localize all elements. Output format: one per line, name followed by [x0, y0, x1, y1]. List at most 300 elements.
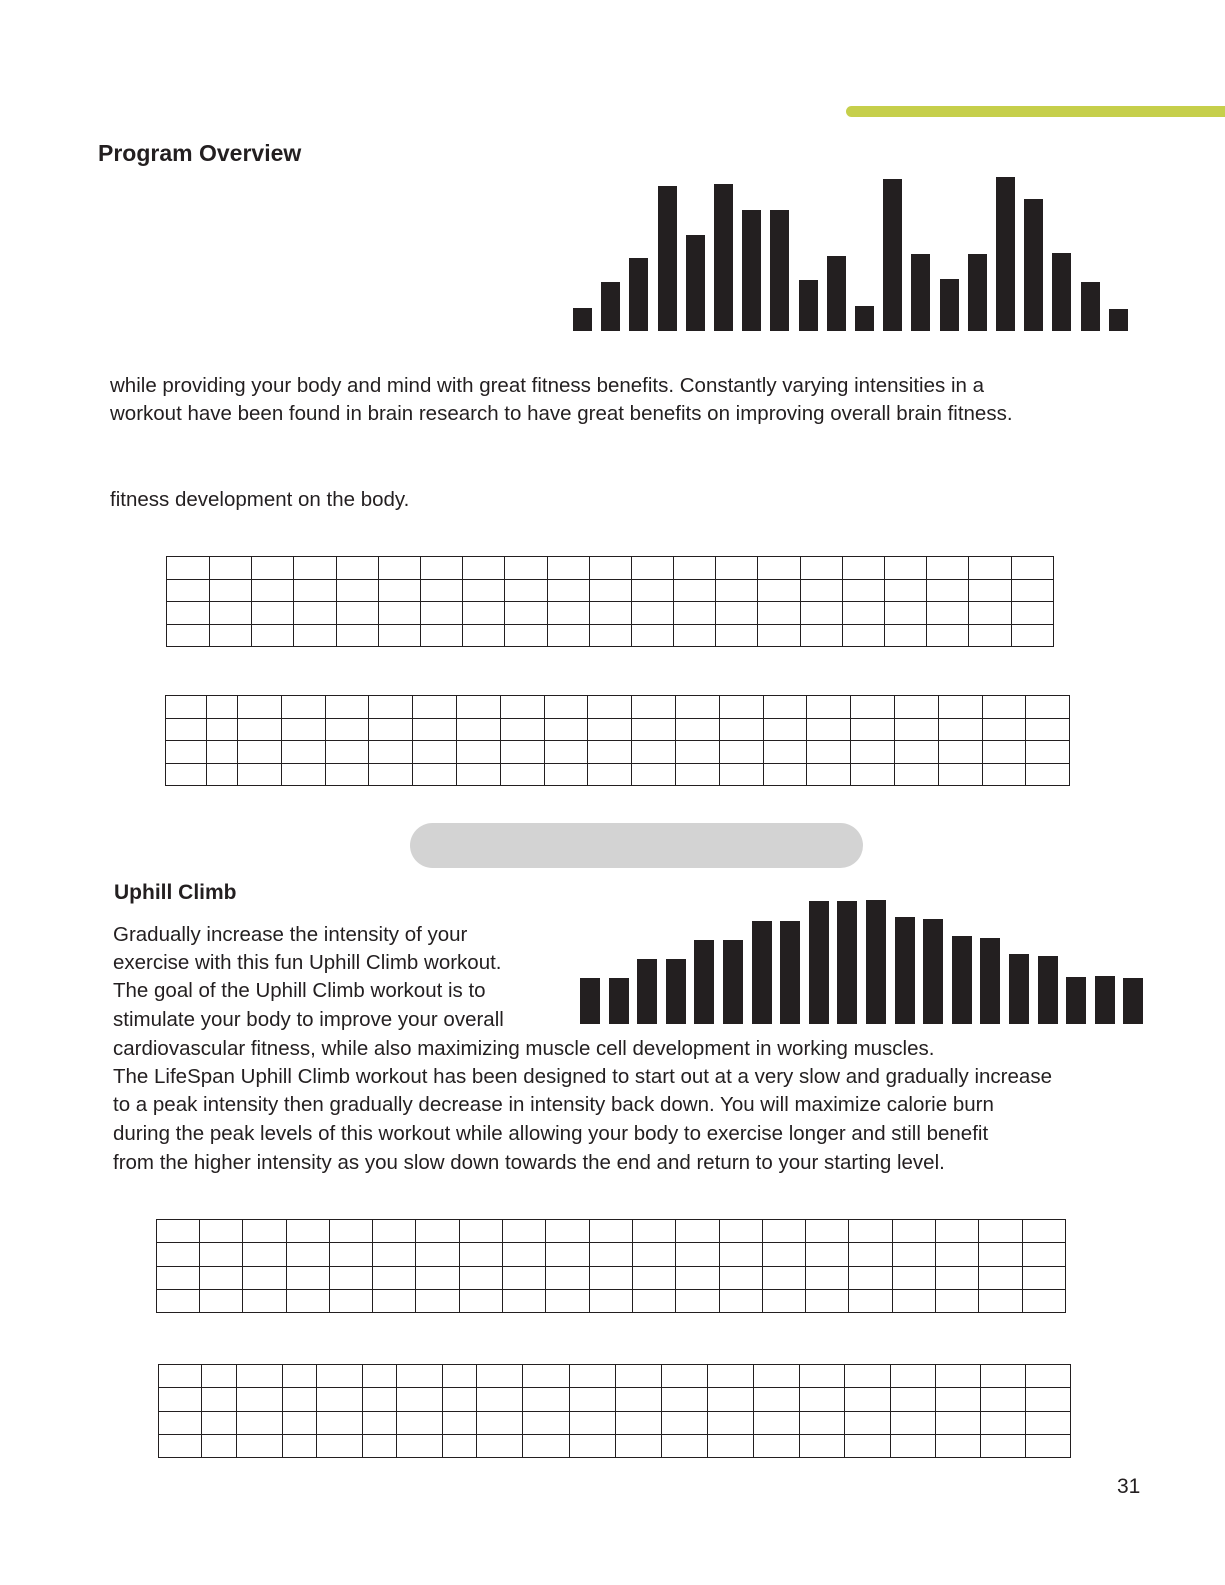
bar-15 — [968, 254, 987, 331]
table-row — [159, 1411, 1071, 1434]
table-cell — [456, 696, 500, 719]
table-cell — [589, 1289, 632, 1312]
table-cell — [363, 1388, 397, 1411]
table-cell — [159, 1434, 202, 1457]
paragraph-line: stimulate your body to improve your overall — [113, 1008, 504, 1031]
table-cell — [200, 1243, 243, 1266]
table-cell — [708, 1411, 754, 1434]
table-cell — [936, 1434, 981, 1457]
table-cell — [286, 1266, 329, 1289]
table-row — [167, 557, 1054, 580]
table-cell — [589, 1220, 632, 1243]
table-row — [159, 1434, 1071, 1457]
table-cell — [675, 741, 719, 764]
table-cell — [325, 718, 369, 741]
table-cell — [938, 763, 982, 786]
table-cell — [632, 1243, 675, 1266]
table-cell — [157, 1243, 200, 1266]
table-cell — [763, 696, 807, 719]
paragraph-line: fitness development on the body. — [110, 488, 410, 511]
table-cell — [166, 741, 207, 764]
table-cell — [500, 696, 544, 719]
table-cell — [503, 1266, 546, 1289]
table-cell — [378, 602, 420, 625]
table-row — [157, 1289, 1066, 1312]
table-cell — [317, 1365, 363, 1388]
table-cell — [238, 718, 282, 741]
bar-18 — [1052, 253, 1071, 331]
table-row — [167, 602, 1054, 625]
table-cell — [588, 763, 632, 786]
table-cell — [851, 718, 895, 741]
table-cell — [1022, 1289, 1065, 1312]
table-cell — [1026, 1411, 1071, 1434]
table-cell — [1022, 1220, 1065, 1243]
table-cell — [719, 1243, 762, 1266]
table-cell — [544, 763, 588, 786]
table-cell — [1026, 1434, 1071, 1457]
table-cell — [675, 763, 719, 786]
table-cell — [938, 696, 982, 719]
table-cell — [397, 1388, 443, 1411]
table-cell — [456, 741, 500, 764]
table-cell — [207, 696, 238, 719]
table-cell — [373, 1266, 416, 1289]
table-cell — [463, 557, 505, 580]
table-cell — [842, 579, 884, 602]
table-cell — [547, 579, 589, 602]
paragraph-line: while providing your body and mind with great fitness benefits. Constantly varying intensities in a — [110, 374, 984, 397]
table-cell — [936, 1411, 981, 1434]
bar-1 — [580, 978, 600, 1024]
bar-10 — [837, 901, 857, 1024]
table-cell — [420, 579, 462, 602]
table-cell — [708, 1388, 754, 1411]
bar-15 — [980, 938, 1000, 1024]
table-cell — [851, 741, 895, 764]
table-cell — [716, 602, 758, 625]
paragraph-line: to a peak intensity then gradually decrease in intensity back down. You will maximize calorie burn — [113, 1093, 994, 1116]
table-cell — [420, 624, 462, 647]
table-cell — [981, 1411, 1026, 1434]
table-cell — [325, 696, 369, 719]
table-cell — [807, 741, 851, 764]
table-cell — [842, 624, 884, 647]
table-cell — [762, 1243, 805, 1266]
bar-12 — [895, 917, 915, 1024]
table-cell — [443, 1434, 477, 1457]
table-cell — [363, 1411, 397, 1434]
table-cell — [662, 1434, 708, 1457]
table-cell — [894, 763, 938, 786]
table-cell — [849, 1243, 892, 1266]
paragraph-line: from the higher intensity as you slow down towards the end and return to your starting level. — [113, 1151, 945, 1174]
table-cell — [336, 579, 378, 602]
table-cell — [252, 557, 294, 580]
table-cell — [758, 579, 800, 602]
table-cell — [237, 1388, 283, 1411]
table-row — [166, 763, 1070, 786]
table-cell — [982, 741, 1026, 764]
table-cell — [979, 1220, 1022, 1243]
table-cell — [523, 1434, 570, 1457]
table-cell — [505, 624, 547, 647]
table-cell — [317, 1411, 363, 1434]
table-cell — [252, 579, 294, 602]
table-cell — [845, 1388, 891, 1411]
table-cell — [166, 696, 207, 719]
table-cell — [200, 1289, 243, 1312]
table-cell — [981, 1365, 1026, 1388]
table-cell — [719, 1289, 762, 1312]
section-title-program-overview: Program Overview — [98, 140, 302, 166]
table-cell — [286, 1289, 329, 1312]
table-cell — [674, 624, 716, 647]
table-cell — [523, 1388, 570, 1411]
bar-9 — [809, 901, 829, 1024]
bar-1 — [573, 308, 592, 331]
section-title-uphill-climb: Uphill Climb — [114, 881, 237, 904]
table-cell — [806, 1266, 849, 1289]
table-cell — [892, 1243, 935, 1266]
table-cell — [616, 1434, 662, 1457]
bar-7 — [742, 210, 761, 331]
table-cell — [1022, 1266, 1065, 1289]
table-cell — [325, 741, 369, 764]
paragraph-line: The goal of the Uphill Climb workout is to — [113, 979, 486, 1002]
table-cell — [885, 579, 927, 602]
table-cell — [800, 1434, 845, 1457]
table-cell — [1026, 763, 1070, 786]
table-cell — [547, 624, 589, 647]
table-cell — [329, 1289, 372, 1312]
page-number: 31 — [1117, 1475, 1141, 1498]
table-cell — [544, 718, 588, 741]
bar-5 — [694, 940, 714, 1024]
bar-6 — [723, 940, 743, 1024]
table-cell — [979, 1289, 1022, 1312]
bar-10 — [827, 256, 846, 331]
table-cell — [762, 1266, 805, 1289]
table-row — [166, 718, 1070, 741]
table-cell — [969, 557, 1011, 580]
table-cell — [283, 1365, 317, 1388]
table-cell — [202, 1388, 237, 1411]
table-cell — [1026, 741, 1070, 764]
table-cell — [503, 1289, 546, 1312]
table-cell — [675, 696, 719, 719]
table-cell — [969, 624, 1011, 647]
table-cell — [758, 557, 800, 580]
table-cell — [589, 624, 631, 647]
paragraph-line: during the peak levels of this workout while allowing your body to exercise longer and still benefit — [113, 1122, 989, 1145]
table-cell — [892, 1289, 935, 1312]
table-cell — [719, 696, 763, 719]
table-cell — [754, 1365, 800, 1388]
bar-8 — [770, 210, 789, 331]
table-cell — [632, 718, 676, 741]
program-intensity-chart — [573, 170, 1133, 331]
table-cell — [166, 718, 207, 741]
table-cell — [806, 1243, 849, 1266]
table-cell — [325, 763, 369, 786]
accent-bar — [846, 106, 1225, 117]
table-cell — [716, 557, 758, 580]
program-table-2 — [165, 695, 1070, 786]
table-cell — [632, 1289, 675, 1312]
table-cell — [762, 1220, 805, 1243]
table-cell — [544, 741, 588, 764]
table-cell — [936, 1266, 979, 1289]
table-cell — [800, 1365, 845, 1388]
table-cell — [294, 624, 336, 647]
table-cell — [477, 1434, 523, 1457]
bar-3 — [629, 258, 648, 331]
table-row — [157, 1243, 1066, 1266]
table-cell — [676, 1289, 719, 1312]
table-cell — [378, 557, 420, 580]
table-cell — [708, 1365, 754, 1388]
table-cell — [632, 1220, 675, 1243]
table-cell — [708, 1434, 754, 1457]
table-cell — [369, 696, 413, 719]
table-cell — [762, 1289, 805, 1312]
table-cell — [443, 1388, 477, 1411]
table-cell — [719, 1266, 762, 1289]
table-cell — [851, 763, 895, 786]
bar-4 — [658, 186, 677, 331]
table-cell — [589, 557, 631, 580]
section-divider-pill — [410, 823, 863, 868]
table-cell — [207, 718, 238, 741]
table-cell — [763, 763, 807, 786]
table-cell — [589, 1243, 632, 1266]
table-cell — [1011, 602, 1053, 625]
table-cell — [283, 1411, 317, 1434]
table-cell — [981, 1434, 1026, 1457]
paragraph-line: The LifeSpan Uphill Climb workout has been designed to start out at a very slow and gradually increase — [113, 1065, 1052, 1088]
table-cell — [662, 1365, 708, 1388]
table-cell — [806, 1289, 849, 1312]
table-cell — [631, 624, 673, 647]
table-cell — [758, 624, 800, 647]
bar-5 — [686, 235, 705, 331]
uphill-table-2 — [158, 1364, 1071, 1458]
table-cell — [936, 1365, 981, 1388]
table-cell — [283, 1434, 317, 1457]
table-cell — [807, 696, 851, 719]
table-cell — [616, 1365, 662, 1388]
table-cell — [891, 1388, 936, 1411]
table-cell — [754, 1411, 800, 1434]
table-cell — [202, 1365, 237, 1388]
table-cell — [243, 1266, 286, 1289]
table-cell — [570, 1411, 616, 1434]
table-cell — [885, 602, 927, 625]
bar-2 — [609, 978, 629, 1024]
table-cell — [719, 741, 763, 764]
table-cell — [243, 1243, 286, 1266]
table-cell — [806, 1220, 849, 1243]
table-cell — [891, 1434, 936, 1457]
table-cell — [378, 624, 420, 647]
bar-19 — [1081, 282, 1100, 331]
table-cell — [674, 602, 716, 625]
table-cell — [378, 579, 420, 602]
table-cell — [1011, 624, 1053, 647]
table-cell — [758, 602, 800, 625]
bar-2 — [601, 282, 620, 331]
table-cell — [329, 1243, 372, 1266]
table-cell — [200, 1220, 243, 1243]
table-cell — [463, 602, 505, 625]
table-cell — [443, 1411, 477, 1434]
table-cell — [800, 1388, 845, 1411]
table-cell — [927, 624, 969, 647]
bar-9 — [799, 280, 818, 331]
paragraph-line: workout have been found in brain research to have great benefits on improving overall brain fitness. — [110, 402, 1013, 425]
table-cell — [477, 1388, 523, 1411]
bar-11 — [866, 900, 886, 1024]
table-cell — [589, 1266, 632, 1289]
table-cell — [456, 718, 500, 741]
bar-16 — [1009, 954, 1029, 1024]
table-cell — [369, 718, 413, 741]
bar-20 — [1109, 309, 1128, 331]
table-cell — [894, 718, 938, 741]
bar-13 — [911, 254, 930, 331]
table-cell — [546, 1266, 589, 1289]
table-cell — [237, 1434, 283, 1457]
table-cell — [159, 1388, 202, 1411]
table-cell — [237, 1365, 283, 1388]
table-cell — [979, 1243, 1022, 1266]
table-row — [159, 1365, 1071, 1388]
table-cell — [800, 1411, 845, 1434]
table-cell — [662, 1411, 708, 1434]
table-cell — [891, 1411, 936, 1434]
table-cell — [420, 557, 462, 580]
table-cell — [166, 763, 207, 786]
table-cell — [631, 557, 673, 580]
table-cell — [413, 718, 457, 741]
table-cell — [938, 718, 982, 741]
table-cell — [459, 1220, 502, 1243]
table-cell — [891, 1365, 936, 1388]
table-cell — [167, 624, 210, 647]
table-cell — [157, 1220, 200, 1243]
table-cell — [885, 557, 927, 580]
table-cell — [373, 1243, 416, 1266]
table-cell — [159, 1365, 202, 1388]
table-cell — [500, 763, 544, 786]
table-cell — [849, 1266, 892, 1289]
table-cell — [807, 718, 851, 741]
table-cell — [336, 602, 378, 625]
table-cell — [505, 602, 547, 625]
table-cell — [207, 741, 238, 764]
table-cell — [1026, 1365, 1071, 1388]
table-cell — [588, 696, 632, 719]
bar-3 — [637, 959, 657, 1024]
table-row — [167, 624, 1054, 647]
bar-20 — [1123, 978, 1143, 1024]
table-cell — [503, 1220, 546, 1243]
table-cell — [443, 1365, 477, 1388]
table-cell — [281, 763, 325, 786]
table-cell — [413, 741, 457, 764]
table-cell — [459, 1243, 502, 1266]
bar-16 — [996, 177, 1015, 331]
table-cell — [294, 579, 336, 602]
table-cell — [662, 1388, 708, 1411]
paragraph-line: Gradually increase the intensity of your — [113, 923, 468, 946]
table-cell — [397, 1365, 443, 1388]
table-cell — [894, 741, 938, 764]
table-cell — [674, 557, 716, 580]
table-cell — [927, 602, 969, 625]
table-cell — [329, 1220, 372, 1243]
table-cell — [373, 1220, 416, 1243]
table-cell — [159, 1411, 202, 1434]
table-cell — [238, 741, 282, 764]
table-cell — [763, 741, 807, 764]
table-cell — [849, 1220, 892, 1243]
table-cell — [413, 763, 457, 786]
table-cell — [317, 1388, 363, 1411]
table-cell — [892, 1266, 935, 1289]
table-cell — [459, 1289, 502, 1312]
table-cell — [505, 557, 547, 580]
table-cell — [936, 1289, 979, 1312]
table-cell — [845, 1365, 891, 1388]
table-cell — [981, 1388, 1026, 1411]
table-cell — [252, 624, 294, 647]
table-cell — [456, 763, 500, 786]
table-cell — [503, 1243, 546, 1266]
bar-12 — [883, 179, 902, 331]
paragraph-line: cardiovascular fitness, while also maximizing muscle cell development in working muscles. — [113, 1037, 935, 1060]
table-cell — [294, 557, 336, 580]
table-cell — [800, 557, 842, 580]
table-cell — [763, 718, 807, 741]
table-cell — [979, 1266, 1022, 1289]
table-cell — [632, 1266, 675, 1289]
table-cell — [849, 1289, 892, 1312]
table-cell — [632, 763, 676, 786]
table-cell — [281, 718, 325, 741]
table-cell — [1026, 718, 1070, 741]
table-cell — [570, 1365, 616, 1388]
table-cell — [588, 741, 632, 764]
table-cell — [894, 696, 938, 719]
table-cell — [716, 579, 758, 602]
paragraph-line: exercise with this fun Uphill Climb workout. — [113, 951, 502, 974]
table-cell — [632, 741, 676, 764]
table-cell — [238, 696, 282, 719]
table-cell — [546, 1220, 589, 1243]
table-cell — [892, 1220, 935, 1243]
bar-4 — [666, 959, 686, 1024]
table-cell — [719, 763, 763, 786]
table-cell — [416, 1243, 459, 1266]
table-cell — [632, 696, 676, 719]
table-cell — [369, 741, 413, 764]
table-cell — [369, 763, 413, 786]
bar-7 — [752, 921, 772, 1024]
table-cell — [167, 557, 210, 580]
table-cell — [397, 1434, 443, 1457]
